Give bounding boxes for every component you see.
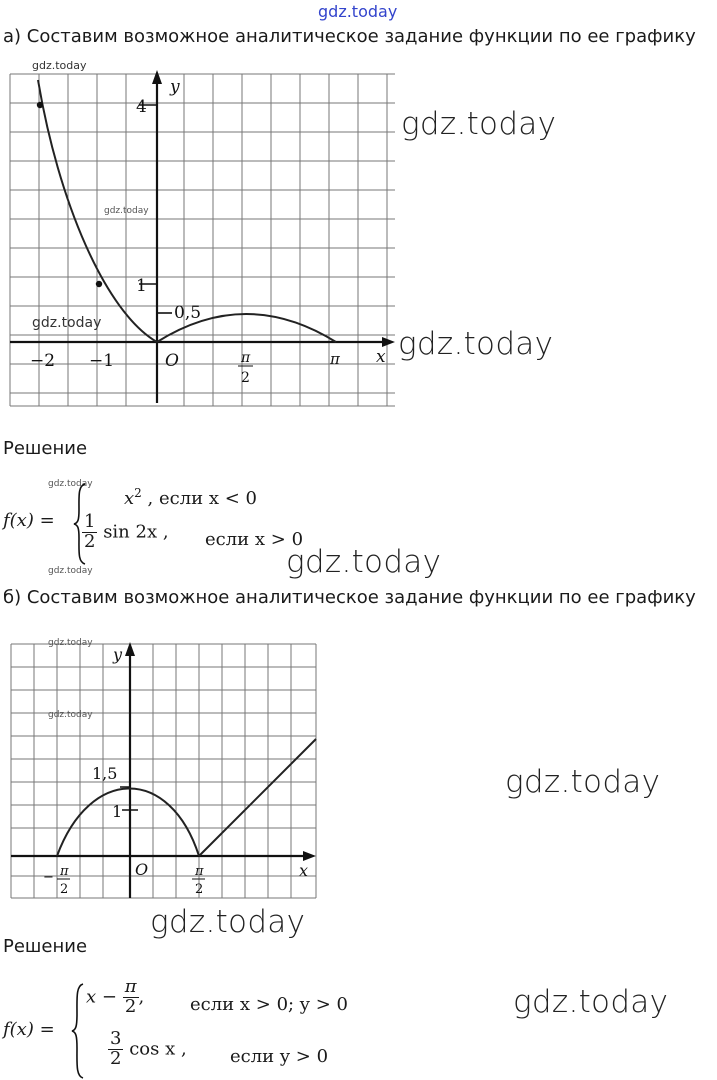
graph-a-tick-pi-half-den: 2: [241, 370, 250, 386]
watermark-small: gdz.today: [32, 315, 102, 331]
part-a-case2-num: 1: [84, 511, 96, 532]
graph-b-tick-15: 1,5: [92, 764, 118, 783]
watermark-tiny: gdz.today: [48, 710, 93, 720]
watermark-big: gdz.today: [505, 764, 661, 800]
part-b-case1-comma: ,: [138, 986, 145, 1008]
part-a-case1-exp: 2: [134, 486, 142, 500]
part-b-fx: f(x) =: [3, 1019, 55, 1040]
part-a-case2-den: 2: [84, 530, 96, 552]
part-a-case1: [124, 486, 257, 509]
part-a-case2-cond: если x > 0: [205, 529, 304, 550]
watermark-tiny: gdz.today: [48, 638, 93, 648]
graph-b-curve-line: [199, 739, 316, 856]
watermark-big: gdz.today: [398, 326, 554, 362]
part-b-case2-expr: cos x ,: [129, 1038, 187, 1060]
part-b-case2-den: 2: [110, 1047, 122, 1069]
watermark-tiny: gdz.today: [48, 566, 93, 576]
part-b-case2-cond: если y > 0: [230, 1046, 329, 1067]
graph-a-tick-m1: −1: [89, 351, 115, 371]
top-watermark: gdz.today: [318, 2, 398, 21]
graph-b-grid: [11, 644, 316, 898]
watermark-tiny: gdz.today: [104, 206, 149, 216]
part-b-case1-expr: x −: [86, 986, 117, 1008]
watermark-big: gdz.today: [513, 984, 669, 1020]
graph-a-tick-05: 0,5: [174, 303, 202, 323]
watermark-tiny: gdz.today: [48, 479, 93, 489]
watermark-big: gdz.today: [286, 544, 442, 580]
graph-b-origin: O: [135, 860, 149, 879]
part-a-case2: [82, 513, 169, 552]
graph-a-tick-pi: π: [330, 350, 340, 368]
graph-a-origin: O: [165, 351, 179, 371]
graph-a-tick-4: 4: [136, 97, 147, 117]
part-a-case1-cond: , если x < 0: [147, 488, 257, 509]
watermark-small: gdz.today: [32, 59, 87, 72]
graph-b-x-label: x: [299, 861, 309, 880]
part-a-case2-expr: sin 2x ,: [103, 521, 169, 543]
graph-a-point-m2: [37, 102, 43, 108]
graph-a-x-label: x: [376, 347, 386, 367]
graph-a-y-label: y: [170, 77, 180, 97]
part-b-case2-num: 3: [110, 1028, 122, 1049]
graph-b-curve-cos: [57, 789, 199, 857]
part-a-solution-label: Решение: [3, 438, 88, 459]
part-b-case1-num: π: [124, 976, 137, 997]
graph-b: [0, 636, 330, 906]
part-b-case1-den: 2: [124, 995, 137, 1017]
part-b-case1-frac: [123, 978, 139, 1017]
part-a-heading: а) Составим возможное аналитическое задание функции по ее графику: [3, 26, 696, 47]
part-b-case1: [86, 978, 144, 1017]
graph-b-tick-mpi-half-den: 2: [60, 882, 69, 897]
part-a-fx: f(x) =: [3, 510, 55, 531]
graph-b-tick-mpi-half-num: π: [60, 864, 69, 879]
part-a-case2-frac: [82, 513, 97, 552]
watermark-big: gdz.today: [401, 106, 557, 142]
graph-a-tick-pi-half-num: π: [241, 350, 251, 366]
graph-b-y-label: y: [113, 645, 123, 664]
graph-b-tick-pi-half-den: 2: [195, 882, 204, 897]
part-b-brace: [70, 982, 86, 1080]
watermark-big: gdz.today: [150, 904, 306, 940]
graph-b-tick-mpi-half-sign: −: [43, 870, 54, 885]
part-b-heading: б) Составим возможное аналитическое задание функции по ее графику: [3, 587, 696, 608]
part-b-case1-cond: если x > 0; y > 0: [190, 994, 348, 1015]
graph-a: [0, 60, 400, 410]
part-a-case1-expr: x: [124, 488, 135, 509]
part-b-case2: [108, 1030, 187, 1069]
part-b-case2-frac: [108, 1030, 123, 1069]
graph-b-tick-pi-half-num: π: [195, 864, 204, 879]
part-b-solution-label: Решение: [3, 936, 88, 957]
graph-a-tick-1: 1: [136, 276, 147, 296]
graph-b-tick-1: 1: [112, 802, 123, 821]
graph-a-point-m1: [96, 281, 102, 287]
graph-a-tick-m2: −2: [30, 351, 56, 371]
